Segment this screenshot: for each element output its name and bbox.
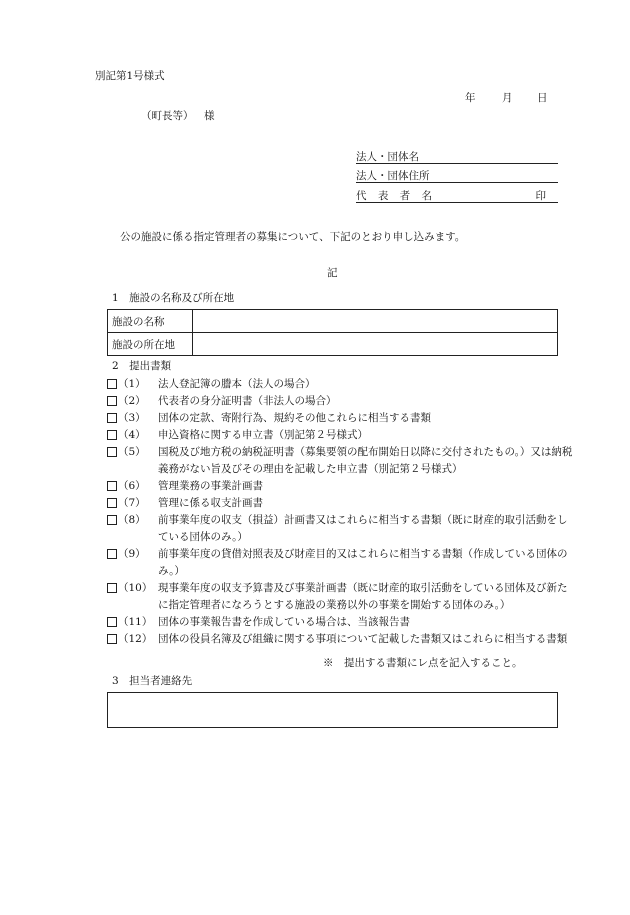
representative-label: 代 表 者 名 [356,190,437,202]
section3-title: 3 担当者連絡先 [112,675,193,687]
facility-name-label: 施設の名称 [108,310,193,333]
item-text: 申込資格に関する申立書（別記第２号様式） [158,429,368,441]
item-text: 現事業年度の収支予算書及び事業計画書（既に財産的取引活動をしている団体及び新たに指定管理者になろうとする施設の業務以外の事業を開始する団体のみ。） [158,582,568,611]
facility-location-input[interactable] [193,333,558,356]
item-number: （1） [118,378,146,390]
item-number: （4） [118,429,146,441]
checkmark-note: ※ 提出する書類にレ点を記入すること。 [323,657,523,669]
item-text: 管理業務の事業計画書 [158,480,263,492]
item-number: （5） [118,446,146,458]
item-text: 団体の事業報告書を作成している場合は、当該報告書 [158,616,410,628]
document-checkbox[interactable] [107,498,117,508]
corp-address-label: 法人・団体住所 [356,170,430,182]
list-item [107,410,577,427]
list-item [107,444,577,478]
form-id: 別記第1号様式 [95,70,165,82]
list-item [107,478,577,495]
list-item [107,631,577,648]
list-item [107,376,577,393]
document-checkbox[interactable] [107,430,117,440]
section2-title: 2 提出書類 [112,360,172,372]
item-number: （2） [118,395,146,407]
representative-field[interactable] [356,187,558,203]
item-text: 管理に係る収支計画書 [158,497,263,509]
table-row [108,333,558,356]
corp-name-label: 法人・団体名 [356,151,419,163]
item-number: （8） [118,514,146,526]
facility-location-label: 施設の所在地 [108,333,193,356]
item-text: 国税及び地方税の納税証明書（募集要領の配布開始日以降に交付されたもの。）又は納税義務がない旨及びその理由を記載した申立書（別記第２号様式） [158,446,573,475]
item-text: 代表者の身分証明書（非法人の場合） [158,395,337,407]
intro-text: 公の施設に係る指定管理者の募集について、下記のとおり申し込みます。 [120,231,466,243]
list-item [107,393,577,410]
item-number: （6） [118,480,146,492]
ki-heading: 記 [327,267,338,279]
list-item [107,512,577,546]
item-text: 法人登記簿の謄本（法人の場合） [158,378,316,390]
document-checkbox[interactable] [107,396,117,406]
document-checkbox[interactable] [107,549,117,559]
facility-table [107,309,558,356]
section1-title: 1 施設の名称及び所在地 [112,292,235,304]
addressee-name: （町長等） [141,110,194,122]
document-checkbox[interactable] [107,617,117,627]
list-item [107,580,577,614]
item-number: （7） [118,497,146,509]
item-number: （12） [118,633,153,645]
corp-address-field[interactable] [356,167,558,183]
date-year-label: 年 [465,92,476,104]
list-item [107,427,577,444]
corp-name-field[interactable] [356,148,558,164]
item-text: 団体の定款、寄附行為、規約その他これらに相当する書類 [158,412,431,424]
item-number: （11） [118,616,153,628]
seal-mark: 印 [535,190,546,202]
contact-input[interactable] [107,692,558,728]
documents-list [107,376,577,648]
item-text: 団体の役員名簿及び組織に関する事項について記載した書類又はこれらに相当する書類 [158,633,568,645]
document-checkbox[interactable] [107,379,117,389]
item-number: （3） [118,412,146,424]
list-item [107,546,577,580]
date-month-label: 月 [502,92,513,104]
table-row [108,310,558,333]
list-item [107,495,577,512]
document-checkbox[interactable] [107,515,117,525]
item-number: （10） [118,582,153,594]
list-item [107,614,577,631]
item-text: 前事業年度の収支（損益）計画書又はこれらに相当する書類（既に財産的取引活動をしている団体のみ。） [158,514,568,543]
facility-name-input[interactable] [193,310,558,333]
document-checkbox[interactable] [107,481,117,491]
document-checkbox[interactable] [107,583,117,593]
document-checkbox[interactable] [107,447,117,457]
document-checkbox[interactable] [107,634,117,644]
addressee-honorific: 様 [204,110,215,122]
document-checkbox[interactable] [107,413,117,423]
date-day-label: 日 [537,92,548,104]
item-text: 前事業年度の貸借対照表及び財産目的又はこれらに相当する書類（作成している団体のみ。） [158,548,568,577]
item-number: （9） [118,548,146,560]
